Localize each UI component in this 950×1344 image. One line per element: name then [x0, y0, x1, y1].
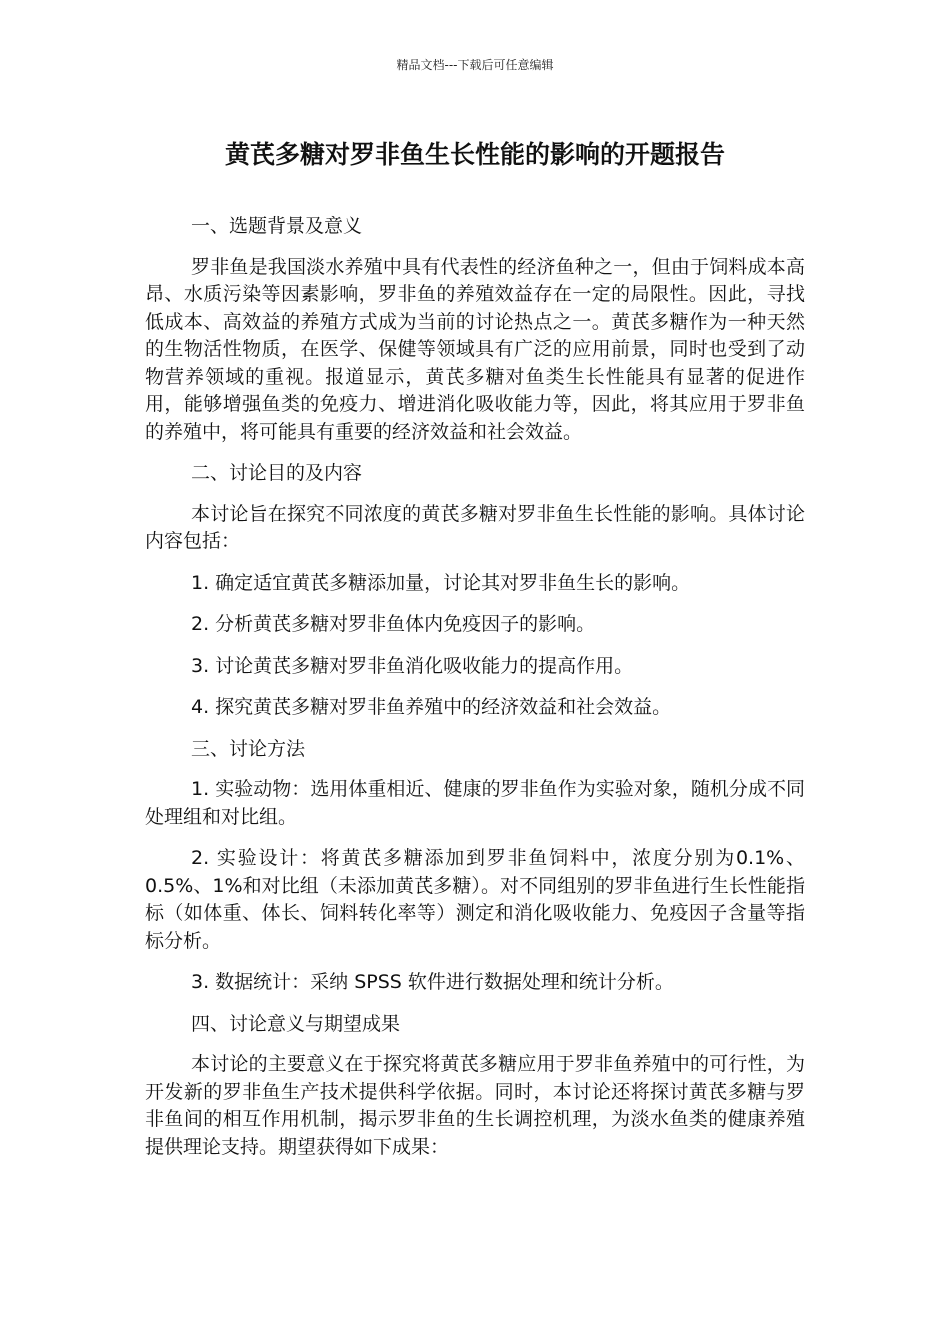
list-item-objective-4: 4. 探究黄芪多糖对罗非鱼养殖中的经济效益和社会效益。 [191, 696, 672, 718]
header-note: 精品文档---下载后可任意编辑 [396, 58, 554, 72]
list-item-objective-1: 1. 确定适宜黄芪多糖添加量，讨论其对罗非鱼生长的影响。 [191, 571, 691, 594]
section-heading-objectives: 二、讨论目的及内容 [191, 462, 363, 484]
document-body [145, 213, 805, 1175]
document-title: 黄芪多糖对罗非鱼生长性能的影响的开题报告 [224, 140, 725, 169]
list-item-method-2: 2. 实验设计：将黄芪多糖添加到罗非鱼饲料中，浓度分别为0.1%、0.5%、1%和对比组（未添加黄芪多糖）。对不同组别的罗非鱼进行生长性能指标（如体重、体长、饲料转化率等）测定和消化吸收能力、免疫因子含量等指标分析。 [145, 847, 805, 952]
list-item-objective-2: 2. 分析黄芪多糖对罗非鱼体内免疫因子的影响。 [191, 613, 596, 635]
section-heading-background: 一、选题背景及意义 [191, 215, 363, 237]
list-item-method-3: 3. 数据统计：采纳 SPSS 软件进行数据处理和统计分析。 [191, 971, 674, 993]
list-item-method-1: 1. 实验动物：选用体重相近、健康的罗非鱼作为实验对象，随机分成不同处理组和对比组。 [145, 778, 805, 828]
section-heading-significance: 四、讨论意义与期望成果 [191, 1012, 401, 1035]
paragraph-objectives: 本讨论旨在探究不同浓度的黄芪多糖对罗非鱼生长性能的影响。具体讨论内容包括： [145, 502, 805, 552]
paragraph-significance: 本讨论的主要意义在于探究将黄芪多糖应用于罗非鱼养殖中的可行性，为开发新的罗非鱼生产技术提供科学依据。同时，本讨论还将探讨黄芪多糖与罗非鱼间的相互作用机制，揭示罗非鱼的生长调控机理，为淡水鱼类的健康养殖提供理论支持。期望获得如下成果： [145, 1053, 805, 1158]
list-item-objective-3: 3. 讨论黄芪多糖对罗非鱼消化吸收能力的提高作用。 [191, 654, 634, 677]
paragraph-background: 罗非鱼是我国淡水养殖中具有代表性的经济鱼种之一，但由于饲料成本高昂、水质污染等因素影响，罗非鱼的养殖效益存在一定的局限性。因此，寻找低成本、高效益的养殖方式成为当前的讨论热点之一。黄芪多糖作为一种天然的生物活性物质，在医学、保健等领域具有广泛的应用前景，同时也受到了动物营养领域的重视。报道显示，黄芪多糖对鱼类生长性能具有显著的促进作用，能够增强鱼类的免疫力、增进消化吸收能力等，因此，将其应用于罗非鱼的养殖中，将可能具有重要的经济效益和社会效益。 [145, 255, 805, 443]
section-heading-methods: 三、讨论方法 [191, 737, 306, 760]
